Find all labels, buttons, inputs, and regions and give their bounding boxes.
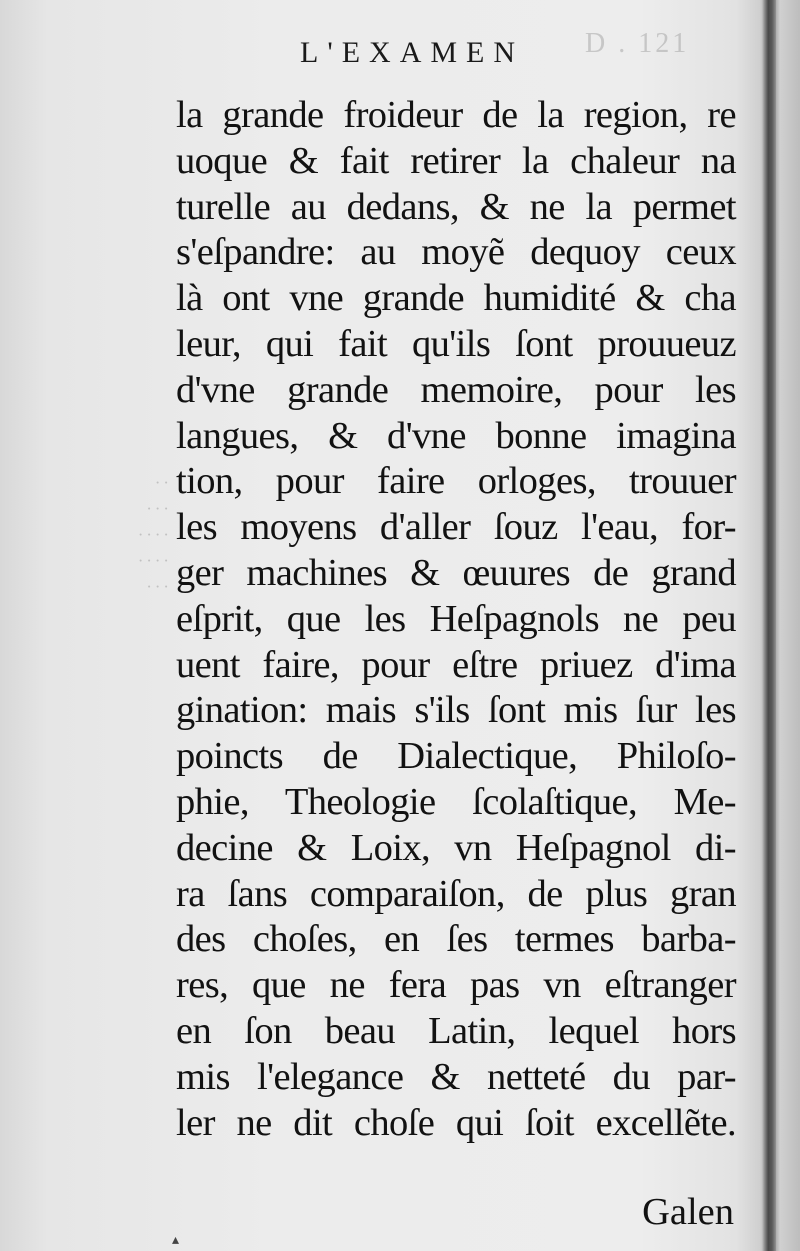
text-line: s'eſpandre: au moyẽ dequoy ceux xyxy=(176,231,736,274)
text-line: uoque & fait retirer la chaleur na xyxy=(176,139,736,182)
text-line: les moyens d'aller ſouz l'eau, for- xyxy=(176,506,736,549)
text-line: d'vne grande memoire, pour les xyxy=(176,368,736,411)
text-line: uent faire, pour eſtre priuez d'ima xyxy=(176,643,736,686)
text-line: leur, qui fait qu'ils ſont prouueuz xyxy=(176,322,736,365)
bleed-through-margin-note: · · · · · · · · · · · · · · · · xyxy=(138,473,168,596)
text-line: ler ne dit choſe qui ſoit excellẽte. xyxy=(176,1101,736,1144)
text-line: la grande froideur de la region, re xyxy=(176,94,736,136)
running-head: L'EXAMEN xyxy=(300,36,525,69)
text-line: des choſes, en ſes termes barba- xyxy=(176,918,736,961)
text-line: turelle au dedans, & ne la permet xyxy=(176,185,736,228)
text-line: langues, & d'vne bonne imagina xyxy=(176,414,736,457)
body-text xyxy=(176,93,736,1146)
bleed-through-mark: D . 121 xyxy=(585,28,690,59)
text-line: gination: mais s'ils ſont mis ſur les xyxy=(176,689,736,732)
text-line: res, que ne fera pas vn eſtranger xyxy=(176,964,736,1007)
text-line: ra ſans comparaiſon, de plus gran xyxy=(176,872,736,915)
page-gutter-shadow xyxy=(762,0,776,1251)
text-line: phie, Theologie ſcolaſtique, Me- xyxy=(176,780,736,823)
text-line: mis l'elegance & netteté du par- xyxy=(176,1055,736,1098)
text-line: tion, pour faire orloges, trouuer xyxy=(176,460,736,503)
text-line: là ont vne grande humidité & cha xyxy=(176,277,736,320)
print-mark: ▴ xyxy=(172,1232,180,1248)
catchword: Galen xyxy=(642,1191,734,1233)
text-line: decine & Loix, vn Heſpagnol di- xyxy=(176,826,736,869)
text-line: en ſon beau Latin, lequel hors xyxy=(176,1009,736,1052)
text-line: ger machines & œuures de grand xyxy=(176,551,736,594)
text-line: eſprit, que les Heſpagnols ne peu xyxy=(176,597,736,640)
text-line: poincts de Dialectique, Philoſo- xyxy=(176,735,736,778)
